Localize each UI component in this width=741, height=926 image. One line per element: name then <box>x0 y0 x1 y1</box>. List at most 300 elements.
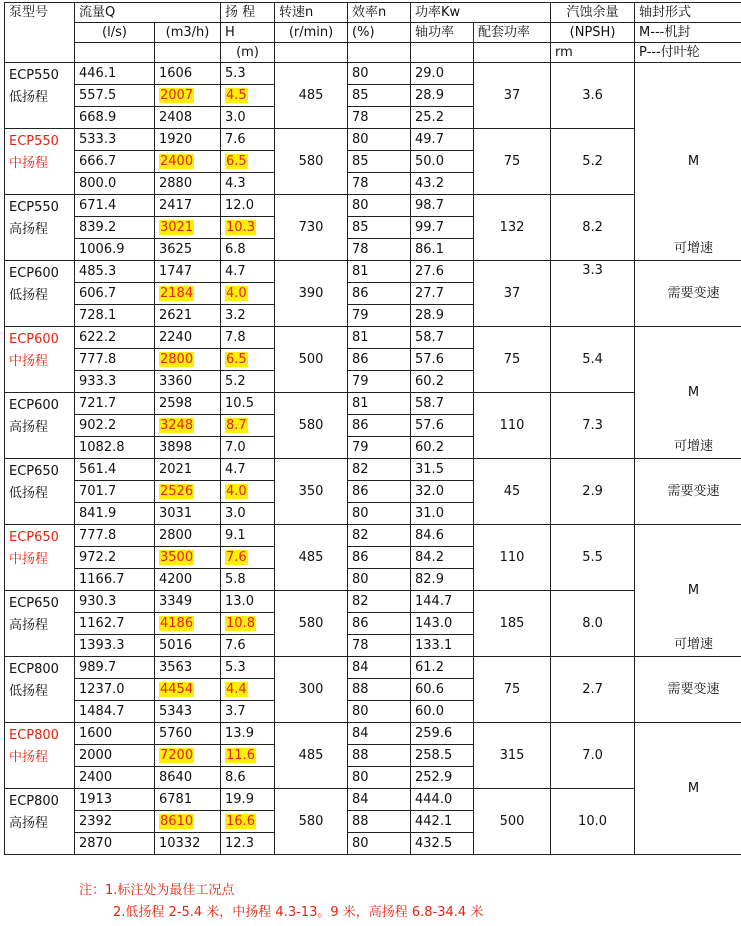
cell-flow-m3h: 2417 <box>155 195 221 217</box>
cell-flow-m3h: 3360 <box>155 371 221 393</box>
cell-flow-ls: 533.3 <box>75 129 155 151</box>
table-row <box>5 261 741 283</box>
cell-head <box>221 415 275 437</box>
model-name: ECP600 <box>9 398 59 413</box>
model-name: ECP600 <box>9 266 59 281</box>
best-point-highlight: 8610 <box>160 814 194 829</box>
cell-flow-ls: 1237.0 <box>75 679 155 701</box>
cell-speed: 580 <box>275 393 348 459</box>
cell-flow-m3h: 3898 <box>155 437 221 459</box>
best-point-highlight: 3500 <box>160 550 194 565</box>
cell-npsh: 5.5 <box>551 525 635 591</box>
cell-head <box>221 85 275 107</box>
cell-efficiency: 82 <box>348 525 411 547</box>
cell-shaft-power: 57.6 <box>411 349 474 371</box>
cell-shaft-power: 143.0 <box>411 613 474 635</box>
cell-flow-ls: 841.9 <box>75 503 155 525</box>
cell-flow-ls: 2000 <box>75 745 155 767</box>
model-cell <box>5 657 75 723</box>
cell-head: 9.1 <box>221 525 275 547</box>
cell-npsh: 7.0 <box>551 723 635 789</box>
cell-flow-ls: 622.2 <box>75 327 155 349</box>
cell-efficiency: 79 <box>348 305 411 327</box>
header-power: 功率Kw <box>411 3 551 23</box>
cell-flow-ls: 1600 <box>75 723 155 745</box>
cell-head: 4.7 <box>221 459 275 481</box>
best-point-highlight: 2007 <box>160 88 194 103</box>
seal-speedup-label: 可增速 <box>674 439 714 454</box>
cell-flow-ls: 2400 <box>75 767 155 789</box>
cell-head: 7.6 <box>221 635 275 657</box>
model-cell <box>5 129 75 195</box>
cell-npsh: 10.0 <box>551 789 635 855</box>
header-model: 泵型号 <box>5 3 75 63</box>
cell-flow-ls: 1082.8 <box>75 437 155 459</box>
cell-efficiency: 88 <box>348 811 411 833</box>
best-point-highlight: 10.3 <box>226 220 255 235</box>
cell-rated-power: 75 <box>474 129 551 195</box>
cell-efficiency: 80 <box>348 767 411 789</box>
cell-efficiency: 80 <box>348 701 411 723</box>
model-cell <box>5 723 75 789</box>
seal-type-label: 需要变速 <box>667 682 720 697</box>
cell-shaft-power: 258.5 <box>411 745 474 767</box>
cell-flow-m3h <box>155 745 221 767</box>
table-row <box>5 789 741 811</box>
header-head: 扬 程 <box>221 3 275 23</box>
cell-flow-m3h: 3031 <box>155 503 221 525</box>
cell-shaft-power: 25.2 <box>411 107 474 129</box>
cell-shaft-power: 29.0 <box>411 63 474 85</box>
best-point-highlight: 3021 <box>160 220 194 235</box>
cell-efficiency: 78 <box>348 239 411 261</box>
cell-flow-ls: 446.1 <box>75 63 155 85</box>
model-name: ECP650 <box>9 464 59 479</box>
header-flow-m3h: (m3/h) <box>155 23 221 43</box>
cell-efficiency: 82 <box>348 591 411 613</box>
table-row <box>5 195 741 217</box>
cell-shaft-power: 57.6 <box>411 415 474 437</box>
table-row <box>5 393 741 415</box>
cell-efficiency: 86 <box>348 613 411 635</box>
cell-flow-ls: 839.2 <box>75 217 155 239</box>
cell-flow-m3h: 3349 <box>155 591 221 613</box>
cell-flow-ls: 1484.7 <box>75 701 155 723</box>
cell-head: 7.8 <box>221 327 275 349</box>
best-point-highlight: 2800 <box>160 352 194 367</box>
cell-flow-ls: 1913 <box>75 789 155 811</box>
cell-shaft-power: 99.7 <box>411 217 474 239</box>
cell-flow-m3h: 1747 <box>155 261 221 283</box>
cell-head: 3.0 <box>221 107 275 129</box>
cell-shaft-power: 444.0 <box>411 789 474 811</box>
cell-speed: 300 <box>275 657 348 723</box>
cell-flow-m3h: 2408 <box>155 107 221 129</box>
cell-flow-ls: 561.4 <box>75 459 155 481</box>
cell-head: 13.0 <box>221 591 275 613</box>
cell-efficiency: 88 <box>348 679 411 701</box>
header-eff: 效率n <box>348 3 411 23</box>
header-head-unit: (m) <box>221 43 275 63</box>
cell-speed: 390 <box>275 261 348 327</box>
seal-type-label: M <box>687 385 700 400</box>
model-cell <box>5 459 75 525</box>
cell-flow-m3h: 2240 <box>155 327 221 349</box>
header-flow: 流量Q <box>75 3 221 23</box>
cell-flow-ls: 1393.3 <box>75 635 155 657</box>
model-head-class: 中扬程 <box>9 354 49 369</box>
cell-flow-ls: 668.9 <box>75 107 155 129</box>
cell-shaft-power: 58.7 <box>411 327 474 349</box>
cell-flow-m3h: 2621 <box>155 305 221 327</box>
cell-efficiency: 80 <box>348 63 411 85</box>
cell-shaft-power: 58.7 <box>411 393 474 415</box>
cell-head <box>221 349 275 371</box>
cell-head: 7.6 <box>221 129 275 151</box>
cell-efficiency: 84 <box>348 789 411 811</box>
cell-efficiency: 78 <box>348 173 411 195</box>
header-row-2 <box>5 23 741 43</box>
model-cell <box>5 327 75 393</box>
model-name: ECP800 <box>9 728 59 743</box>
cell-flow-m3h: 5760 <box>155 723 221 745</box>
seal-type-cell <box>635 723 741 855</box>
seal-type-label: M <box>687 154 700 169</box>
cell-flow-m3h <box>155 217 221 239</box>
cell-npsh: 5.2 <box>551 129 635 195</box>
model-head-class: 低扬程 <box>9 90 49 105</box>
cell-flow-ls: 1166.7 <box>75 569 155 591</box>
cell-npsh: 3.3 <box>551 261 635 327</box>
cell-flow-m3h <box>155 85 221 107</box>
header-blank-5 <box>411 43 474 63</box>
cell-npsh: 2.7 <box>551 657 635 723</box>
cell-rated-power: 75 <box>474 657 551 723</box>
pump-spec-table <box>4 2 741 855</box>
table-row <box>5 459 741 481</box>
table-row <box>5 525 741 547</box>
note-line-1: 注：1.标注处为最佳工况点 <box>79 883 235 898</box>
cell-efficiency: 88 <box>348 745 411 767</box>
table-row <box>5 723 741 745</box>
cell-head: 19.9 <box>221 789 275 811</box>
model-cell <box>5 261 75 327</box>
header-blank-1 <box>75 43 155 63</box>
cell-shaft-power: 86.1 <box>411 239 474 261</box>
header-seal-p: P---付叶轮 <box>635 43 741 63</box>
cell-flow-ls: 557.5 <box>75 85 155 107</box>
cell-npsh: 2.9 <box>551 459 635 525</box>
cell-efficiency: 86 <box>348 415 411 437</box>
cell-speed: 730 <box>275 195 348 261</box>
cell-head <box>221 151 275 173</box>
cell-efficiency: 79 <box>348 371 411 393</box>
cell-head <box>221 547 275 569</box>
header-rated-power: 配套功率 <box>474 23 551 43</box>
model-head-class: 高扬程 <box>9 222 49 237</box>
header-shaft-power: 轴功率 <box>411 23 474 43</box>
cell-head: 5.8 <box>221 569 275 591</box>
seal-type-cell <box>635 327 741 459</box>
cell-npsh: 8.0 <box>551 591 635 657</box>
model-name: ECP550 <box>9 134 59 149</box>
cell-flow-ls: 666.7 <box>75 151 155 173</box>
cell-npsh: 7.3 <box>551 393 635 459</box>
best-point-highlight: 4.4 <box>226 682 247 697</box>
best-point-highlight: 4.0 <box>226 484 247 499</box>
cell-shaft-power: 144.7 <box>411 591 474 613</box>
header-blank-3 <box>275 43 348 63</box>
header-blank-6 <box>474 43 551 63</box>
best-point-highlight: 2184 <box>160 286 194 301</box>
cell-shaft-power: 50.0 <box>411 151 474 173</box>
cell-efficiency: 80 <box>348 129 411 151</box>
cell-rated-power: 132 <box>474 195 551 261</box>
header-head-h: H <box>221 23 275 43</box>
cell-flow-m3h: 2021 <box>155 459 221 481</box>
cell-shaft-power: 31.5 <box>411 459 474 481</box>
table-row <box>5 63 741 85</box>
cell-shaft-power: 98.7 <box>411 195 474 217</box>
header-seal-m: M---机封 <box>635 23 741 43</box>
header-row-1 <box>5 3 741 23</box>
cell-npsh: 3.6 <box>551 63 635 129</box>
header-speed-unit: (r/min) <box>275 23 348 43</box>
header-flow-ls: (l/s) <box>75 23 155 43</box>
cell-shaft-power: 31.0 <box>411 503 474 525</box>
cell-speed: 350 <box>275 459 348 525</box>
seal-type-cell <box>635 63 741 261</box>
cell-efficiency: 81 <box>348 261 411 283</box>
cell-speed: 580 <box>275 789 348 855</box>
cell-flow-m3h: 1920 <box>155 129 221 151</box>
cell-flow-m3h: 5343 <box>155 701 221 723</box>
best-point-highlight: 2526 <box>160 484 194 499</box>
cell-head: 4.3 <box>221 173 275 195</box>
seal-type-cell <box>635 525 741 657</box>
cell-shaft-power: 61.2 <box>411 657 474 679</box>
cell-efficiency: 78 <box>348 107 411 129</box>
cell-head: 12.0 <box>221 195 275 217</box>
model-name: ECP600 <box>9 332 59 347</box>
cell-shaft-power: 60.2 <box>411 371 474 393</box>
cell-flow-ls: 2392 <box>75 811 155 833</box>
model-head-class: 高扬程 <box>9 816 49 831</box>
cell-head <box>221 283 275 305</box>
cell-efficiency: 84 <box>348 657 411 679</box>
cell-flow-ls: 1006.9 <box>75 239 155 261</box>
cell-head <box>221 481 275 503</box>
best-point-highlight: 4454 <box>160 682 194 697</box>
seal-type-label: M <box>687 583 700 598</box>
cell-flow-m3h: 4200 <box>155 569 221 591</box>
cell-head <box>221 745 275 767</box>
cell-shaft-power: 28.9 <box>411 305 474 327</box>
cell-flow-m3h: 2880 <box>155 173 221 195</box>
model-cell <box>5 525 75 591</box>
model-cell <box>5 393 75 459</box>
cell-shaft-power: 84.2 <box>411 547 474 569</box>
header-eff-unit: (%) <box>348 23 411 43</box>
cell-flow-m3h: 1606 <box>155 63 221 85</box>
cell-flow-m3h <box>155 151 221 173</box>
best-point-highlight: 10.8 <box>226 616 255 631</box>
seal-type-cell <box>635 459 741 525</box>
cell-head: 6.8 <box>221 239 275 261</box>
cell-rated-power: 45 <box>474 459 551 525</box>
table-row <box>5 327 741 349</box>
model-head-class: 低扬程 <box>9 288 49 303</box>
cell-head <box>221 217 275 239</box>
cell-flow-m3h <box>155 415 221 437</box>
model-name: ECP800 <box>9 662 59 677</box>
cell-flow-m3h <box>155 811 221 833</box>
header-seal: 轴封形式 <box>635 3 741 23</box>
cell-shaft-power: 252.9 <box>411 767 474 789</box>
model-head-class: 中扬程 <box>9 552 49 567</box>
cell-shaft-power: 133.1 <box>411 635 474 657</box>
cell-head: 5.3 <box>221 657 275 679</box>
cell-head <box>221 679 275 701</box>
cell-shaft-power: 432.5 <box>411 833 474 855</box>
cell-flow-ls: 606.7 <box>75 283 155 305</box>
cell-head: 7.0 <box>221 437 275 459</box>
cell-flow-ls: 671.4 <box>75 195 155 217</box>
cell-shaft-power: 60.6 <box>411 679 474 701</box>
cell-efficiency: 85 <box>348 85 411 107</box>
cell-efficiency: 78 <box>348 635 411 657</box>
cell-flow-m3h <box>155 481 221 503</box>
best-point-highlight: 7.6 <box>226 550 247 565</box>
model-name: ECP650 <box>9 596 59 611</box>
cell-efficiency: 80 <box>348 503 411 525</box>
cell-flow-m3h <box>155 613 221 635</box>
cell-flow-ls: 721.7 <box>75 393 155 415</box>
cell-shaft-power: 27.7 <box>411 283 474 305</box>
table-row <box>5 657 741 679</box>
cell-shaft-power: 27.6 <box>411 261 474 283</box>
table-row <box>5 591 741 613</box>
table-row <box>5 129 741 151</box>
cell-efficiency: 85 <box>348 151 411 173</box>
pump-spec-sheet <box>4 2 741 855</box>
cell-flow-m3h: 10332 <box>155 833 221 855</box>
cell-shaft-power: 259.6 <box>411 723 474 745</box>
model-head-class: 高扬程 <box>9 618 49 633</box>
cell-efficiency: 80 <box>348 195 411 217</box>
cell-head: 12.3 <box>221 833 275 855</box>
cell-shaft-power: 32.0 <box>411 481 474 503</box>
cell-efficiency: 86 <box>348 481 411 503</box>
model-cell <box>5 591 75 657</box>
best-point-highlight: 4.5 <box>226 88 247 103</box>
cell-efficiency: 81 <box>348 327 411 349</box>
cell-flow-m3h: 6781 <box>155 789 221 811</box>
model-name: ECP800 <box>9 794 59 809</box>
cell-speed: 500 <box>275 327 348 393</box>
cell-speed: 485 <box>275 723 348 789</box>
cell-flow-m3h: 3563 <box>155 657 221 679</box>
cell-npsh: 5.4 <box>551 327 635 393</box>
best-point-highlight: 16.6 <box>226 814 255 829</box>
cell-rated-power: 37 <box>474 261 551 327</box>
cell-flow-m3h: 2800 <box>155 525 221 547</box>
best-point-highlight: 6.5 <box>226 154 247 169</box>
cell-flow-ls: 485.3 <box>75 261 155 283</box>
cell-efficiency: 85 <box>348 217 411 239</box>
model-head-class: 低扬程 <box>9 486 49 501</box>
cell-flow-ls: 777.8 <box>75 525 155 547</box>
cell-npsh: 8.2 <box>551 195 635 261</box>
best-point-highlight: 2400 <box>160 154 194 169</box>
cell-flow-ls: 933.3 <box>75 371 155 393</box>
cell-speed: 485 <box>275 525 348 591</box>
cell-efficiency: 80 <box>348 569 411 591</box>
cell-head <box>221 613 275 635</box>
cell-rated-power: 500 <box>474 789 551 855</box>
cell-efficiency: 81 <box>348 393 411 415</box>
best-point-highlight: 8.7 <box>226 418 247 433</box>
cell-head <box>221 811 275 833</box>
model-cell <box>5 63 75 129</box>
header-npsh: 汽蚀余量 <box>551 3 635 23</box>
cell-rated-power: 315 <box>474 723 551 789</box>
seal-type-cell <box>635 261 741 327</box>
cell-shaft-power: 28.9 <box>411 85 474 107</box>
seal-type-cell <box>635 657 741 723</box>
cell-flow-m3h <box>155 283 221 305</box>
model-cell <box>5 195 75 261</box>
seal-type-label: M <box>687 781 700 796</box>
cell-flow-ls: 701.7 <box>75 481 155 503</box>
header-blank-4 <box>348 43 411 63</box>
cell-efficiency: 86 <box>348 349 411 371</box>
cell-head: 3.0 <box>221 503 275 525</box>
cell-efficiency: 79 <box>348 437 411 459</box>
cell-flow-ls: 1162.7 <box>75 613 155 635</box>
cell-head: 5.3 <box>221 63 275 85</box>
cell-speed: 485 <box>275 63 348 129</box>
model-head-class: 中扬程 <box>9 750 49 765</box>
cell-rated-power: 37 <box>474 63 551 129</box>
cell-efficiency: 80 <box>348 833 411 855</box>
header-speed: 转速n <box>275 3 348 23</box>
cell-head: 8.6 <box>221 767 275 789</box>
cell-flow-m3h: 2598 <box>155 393 221 415</box>
best-point-highlight: 3248 <box>160 418 194 433</box>
cell-head: 3.7 <box>221 701 275 723</box>
note-line-2: 2.低扬程 2-5.4 米，中扬程 4.3-13。9 米，高扬程 6.8-34.4 米 <box>113 905 484 920</box>
cell-head: 10.5 <box>221 393 275 415</box>
cell-flow-ls: 800.0 <box>75 173 155 195</box>
cell-flow-m3h: 8640 <box>155 767 221 789</box>
seal-speedup-label: 可增速 <box>674 637 714 652</box>
model-name: ECP550 <box>9 68 59 83</box>
cell-rated-power: 110 <box>474 525 551 591</box>
cell-flow-ls: 728.1 <box>75 305 155 327</box>
best-point-highlight: 4.0 <box>226 286 247 301</box>
cell-rated-power: 185 <box>474 591 551 657</box>
cell-flow-ls: 777.8 <box>75 349 155 371</box>
cell-efficiency: 86 <box>348 547 411 569</box>
cell-flow-ls: 2870 <box>75 833 155 855</box>
cell-rated-power: 75 <box>474 327 551 393</box>
cell-flow-m3h: 3625 <box>155 239 221 261</box>
seal-type-label: 需要变速 <box>667 484 720 499</box>
best-point-highlight: 6.5 <box>226 352 247 367</box>
cell-flow-m3h: 5016 <box>155 635 221 657</box>
cell-shaft-power: 60.2 <box>411 437 474 459</box>
